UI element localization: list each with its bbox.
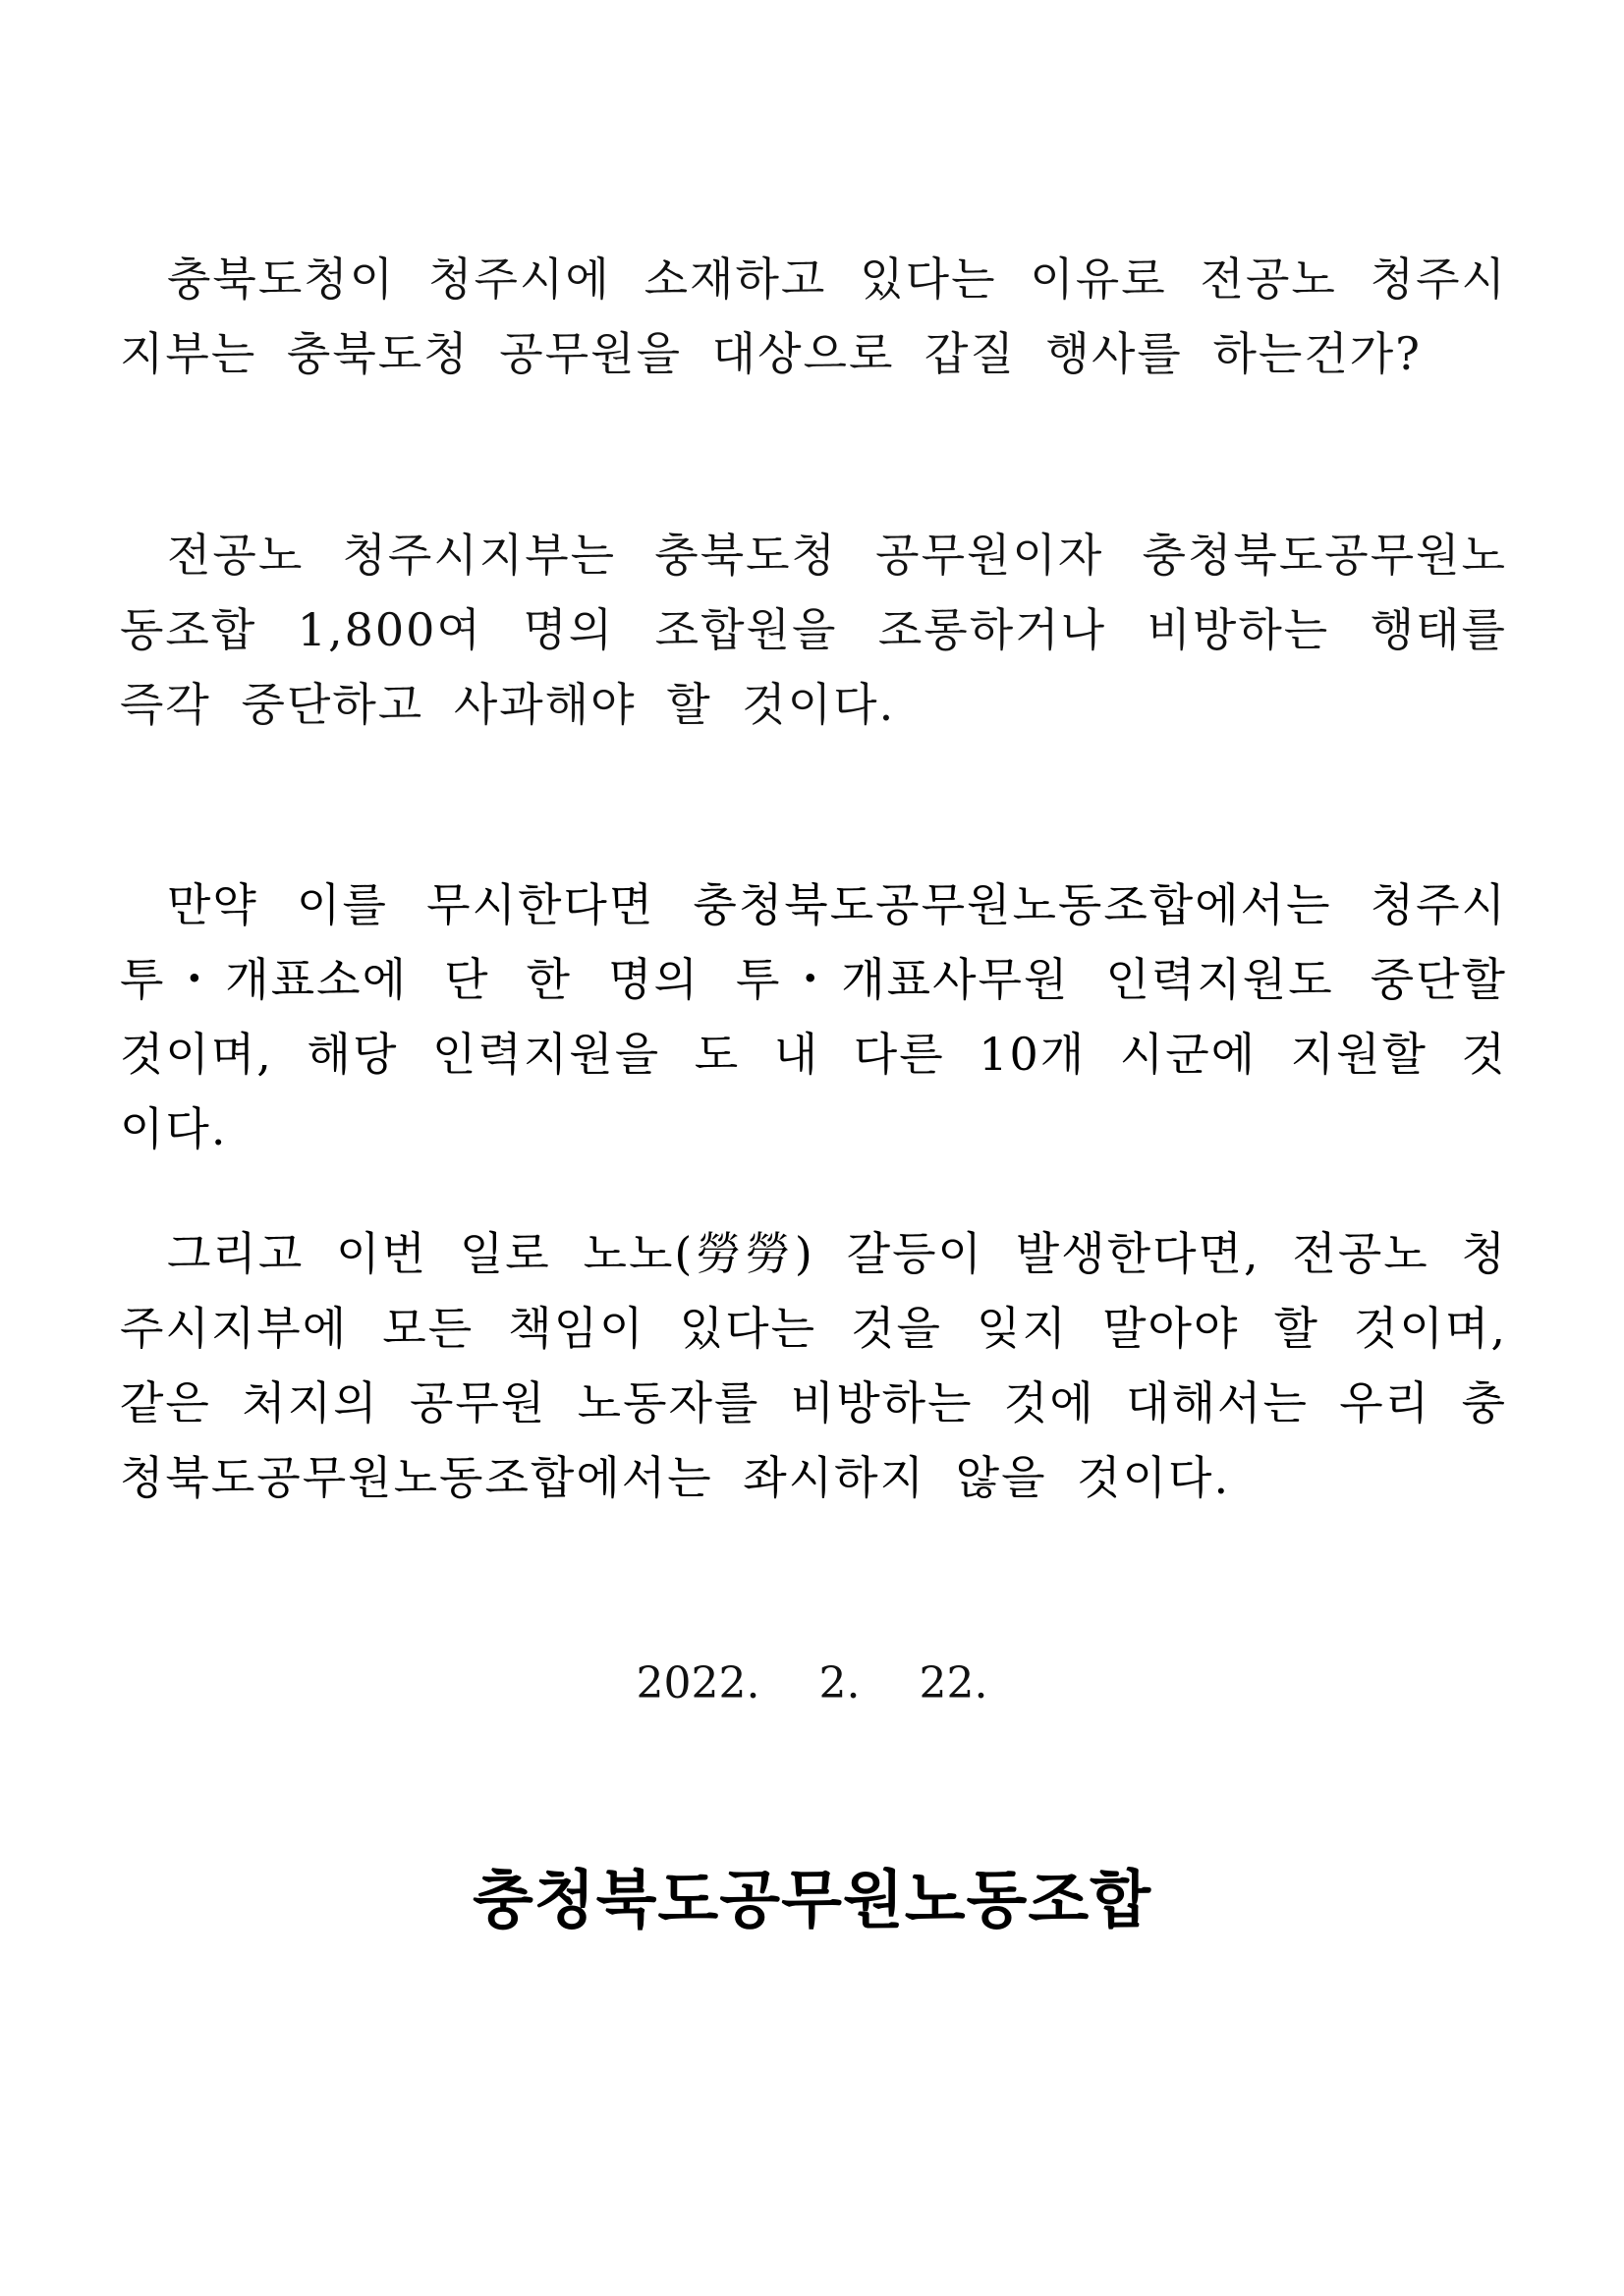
- paragraph-2-text: 전공노 청주시지부는 충북도청 공무원이자 충청북도공무원노동조합 1,800여 명의 조합원을 조롱하거나 비방하는 행태를 즉각 중단하고 사과해야 할 것이다.: [120, 529, 1507, 731]
- paragraph-1-text: 충북도청이 청주시에 소재하고 있다는 이유로 전공노 청주시지부는 충북도청 공무원을 대상으로 갑질 행사를 하는건가?: [120, 252, 1507, 380]
- signature-organization: 충청북도공무원노동조합: [472, 1865, 1152, 1937]
- paragraph-1: [120, 242, 1507, 391]
- date-year: 2022.: [636, 1658, 760, 1708]
- paragraph-4-text: 그리고 이번 일로 노노(勞勞) 갈등이 발생한다면, 전공노 청주시지부에 모든 책임이 있다는 것을 잊지 말아야 할 것이며, 같은 처지의 공무원 노동자를 비방하는 것에 대해서는 우리 충청북도공무원노동조합에서는 좌시하지 않을 것이다.: [120, 1227, 1507, 1504]
- paragraph-4: [120, 1216, 1507, 1515]
- paragraph-2: [120, 518, 1507, 742]
- paragraph-3: [120, 868, 1507, 1166]
- paragraph-3-text: 만약 이를 무시한다면 충청북도공무원노동조합에서는 청주시 투・개표소에 단 한 명의 투・개표사무원 인력지원도 중단할 것이며, 해당 인력지원을 도 내 다른 10개 시군에 지원할 것이다.: [120, 878, 1507, 1155]
- document-date: [0, 1654, 1624, 1713]
- date-month: 2.: [818, 1658, 861, 1708]
- date-day: 22.: [919, 1658, 988, 1708]
